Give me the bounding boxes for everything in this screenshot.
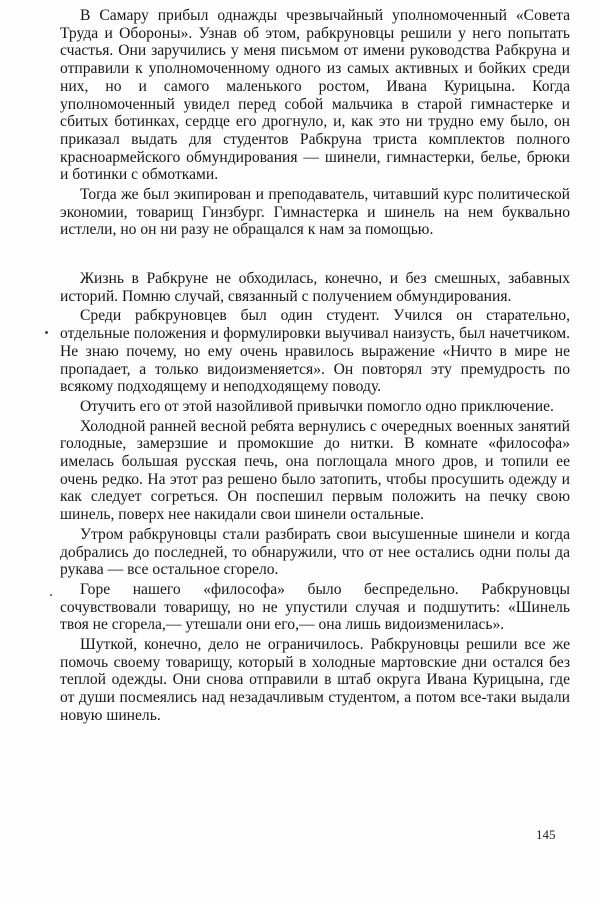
paragraph: Холодной ранней весной ребята вернулись с очередных военных занятий голодные, замерзшие и промокшие до нитки. В комнате «философа» имелась большая русская печь, она поглощала много дров, и топили ее очень редко. На этот раз решено было затопить, чтобы просушить одежду и как следует согреться. Он поспешил первым положить на печку свою шинель, поверх нее накидали свои шинели остальные. <box>60 417 570 524</box>
text-section-1 <box>60 7 570 241</box>
paragraph: В Самару прибыл однажды чрезвычайный уполномоченный «Совета Труда и Обороны». Узнав об этом, рабкруновцы решили у него попытать счастья. Они заручились у меня письмом от имени руководства Рабкруна и отправили к уполномоченному одного из самых активных и бойких среди них, но и самого маленького ростом, Ивана Курицына. Когда уполномоченный увидел перед собой мальчика в старой гимнастерке и сбитых ботинках, сердце его дрогнуло, и, как это ни трудно ему было, он приказал выдать для студентов Рабкруна триста комплектов полного красноармейского обмундирования — шинели, гимнастерки, белье, брюки и ботинки с обмотками. <box>60 7 570 184</box>
paragraph: Отучить его от этой назойливой привычки помогло одно приключение. <box>80 397 554 415</box>
paragraph: Среди рабкруновцев был один студент. Учился он старательно, отдельные положения и формулировки выучивал наизусть, был начетчиком. Не знаю почему, но ему очень нравилось выражение «Ничто в мире не пропадает, а только видоизменяется». Он повторял эту премудрость по всякому подходящему и неподходящему поводу. <box>60 307 570 396</box>
paragraph: Горе нашего «философа» было беспредельно. Рабкруновцы сочувствовали товарищу, но не упустили случая и подшутить: «Шинель твоя не сгорела,— утешали они его,— она лишь видоизменилась». <box>60 580 570 634</box>
paragraph: Тогда же был экипирован и преподаватель, читавший курс политической экономии, товарищ Гинзбург. Гимнастерка и шинель на нем буквально истлели, но он ни разу не обращался к нам за помощью. <box>60 186 570 239</box>
paragraph: Утром рабкруновцы стали разбирать свои высушенные шинели и когда добрались до последней, то обнаружили, что от нее остались одни полы да рукава — все остальное сгорело. <box>60 525 570 579</box>
page-number: 145 <box>536 827 556 842</box>
scan-speck <box>50 594 52 596</box>
scan-speck <box>45 331 48 334</box>
paragraph: Шуткой, конечно, дело не ограничилось. Рабкруновцы решили все же помочь своему товарищу, который в холодные мартовские дни остался без теплой одежды. Они снова отправили в штаб округа Ивана Курицына, где от души посмеялись над незадачливым студентом, а потом все-таки выдали новую шинель. <box>60 636 570 724</box>
text-section-2 <box>60 270 570 727</box>
paragraph: Жизнь в Рабкруне не обходилась, конечно, и без смешных, забавных историй. Помню случай, связанный с получением обмундирования. <box>60 270 570 305</box>
